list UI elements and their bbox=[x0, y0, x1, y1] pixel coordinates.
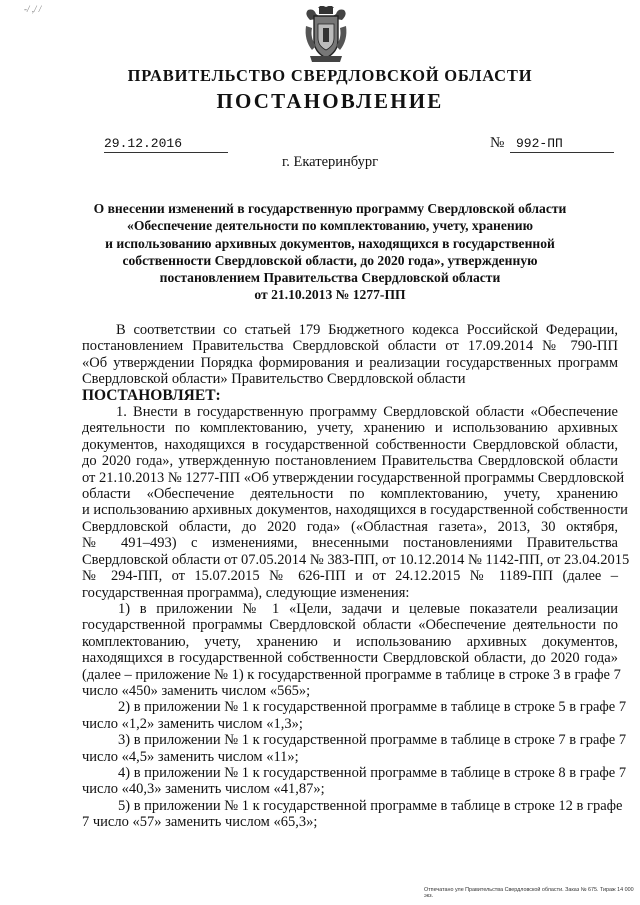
body-line: «Об утверждении Порядка формирования и реализации государственных программ bbox=[82, 354, 618, 371]
body-line: 4) в приложении № 1 к государственной программе в таблице в строке 8 в графе 7 bbox=[118, 764, 627, 781]
title-line: от 21.10.2013 № 1277-ПП bbox=[254, 287, 406, 303]
number-label: № bbox=[490, 135, 505, 151]
title-line: «Обеспечение деятельности по комплектованию, учету, хранению bbox=[127, 218, 533, 234]
document-type-heading: ПОСТАНОВЛЕНИЕ bbox=[216, 89, 444, 113]
decree-body bbox=[82, 322, 630, 831]
body-line: 1. Внести в государственную программу Свердловской области «Обеспечение bbox=[116, 404, 618, 421]
body-line: 2) в приложении № 1 к государственной программе в таблице в строке 5 в графе 7 bbox=[118, 699, 627, 716]
body-line: Свердловской области от 07.05.2014 № 383-ПП, от 10.12.2014 № 1142-ПП, от 23.04.2015 bbox=[82, 551, 630, 568]
body-line: 7 число «57» заменить числом «65,3»; bbox=[82, 814, 318, 831]
body-line: документов, находящихся в государственной собственности Свердловской области, bbox=[82, 436, 618, 453]
body-line: государственной программы Свердловской области «Обеспечение деятельности по bbox=[82, 617, 618, 634]
body-line: постановлением Правительства Свердловской области от 17.09.2014 № 790-ПП bbox=[82, 338, 618, 355]
body-line: до 2020 года», утвержденную постановлением Правительства Свердловской области bbox=[82, 453, 618, 470]
title-line: и использованию архивных документов, находящихся в государственной bbox=[105, 235, 555, 251]
body-line: и использованию архивных документов, находящихся в государственной собственности bbox=[82, 502, 628, 519]
coat-of-arms-emblem bbox=[302, 6, 350, 64]
body-line: 1) в приложении № 1 «Цели, задачи и целевые показатели реализации bbox=[118, 600, 618, 617]
body-line: находящихся в государственной собственности Свердловской области, до 2020 года» bbox=[82, 650, 618, 667]
print-footer: Отпечатано уле Правительства Свердловской области. Заказ № 675. Тираж 14 000 экз. bbox=[424, 887, 634, 899]
body-line: (далее – приложение № 1) к государственной программе в таблице в строке 3 в графе 7 bbox=[82, 666, 621, 683]
body-line: комплектованию, учету, хранению и использованию архивных документов, bbox=[82, 633, 618, 650]
document-date: 29.12.2016 bbox=[104, 136, 228, 153]
body-line: 3) в приложении № 1 к государственной программе в таблице в строке 7 в графе 7 bbox=[118, 732, 627, 749]
corner-handwritten-mark: -/ ,/ / bbox=[24, 4, 42, 14]
body-line: № 491–493) с изменениями, внесенными постановлениями Правительства bbox=[82, 535, 618, 552]
body-line: деятельности по комплектованию, учету, хранению и использованию архивных bbox=[82, 420, 618, 437]
body-line: Свердловской области» Правительство Свердловской области bbox=[82, 371, 466, 388]
government-name: ПРАВИТЕЛЬСТВО СВЕРДЛОВСКОЙ ОБЛАСТИ bbox=[127, 66, 533, 85]
document-number: 992-ПП bbox=[510, 136, 614, 153]
title-line: О внесении изменений в государственную программу Свердловской области bbox=[93, 201, 567, 216]
body-line: Свердловской области, до 2020 года» («Областная газета», 2013, 30 октября, bbox=[82, 518, 618, 535]
resolves-heading: ПОСТАНОВЛЯЕТ: bbox=[82, 386, 221, 404]
body-line: число «4,5» заменить числом «11»; bbox=[82, 748, 299, 765]
title-line: собственности Свердловской области, до 2020 года», утвержденную bbox=[122, 252, 538, 268]
body-line: число «40,3» заменить числом «41,87»; bbox=[82, 781, 325, 798]
title-line: постановлением Правительства Свердловской области bbox=[159, 270, 501, 286]
body-line: № 294-ПП, от 15.07.2015 № 626-ПП и от 24.12.2015 № 1189-ПП (далее – bbox=[82, 568, 618, 585]
city: г. Екатеринбург bbox=[281, 154, 379, 170]
body-line: число «1,2» заменить числом «1,3»; bbox=[82, 715, 303, 732]
decree-title bbox=[78, 200, 582, 304]
body-line: от 21.10.2013 № 1277-ПП «Об утверждении государственной программы Свердловской bbox=[82, 469, 625, 486]
body-line: число «450» заменить числом «565»; bbox=[82, 682, 311, 699]
body-line: государственная программа), следующие изменения: bbox=[82, 584, 410, 601]
body-line: В соответствии со статьей 179 Бюджетного кодекса Российской Федерации, bbox=[116, 322, 618, 338]
body-line: области «Обеспечение деятельности по комплектованию, учету, хранению bbox=[82, 486, 618, 503]
body-line: 5) в приложении № 1 к государственной программе в таблице в строке 12 в графе bbox=[118, 797, 623, 814]
